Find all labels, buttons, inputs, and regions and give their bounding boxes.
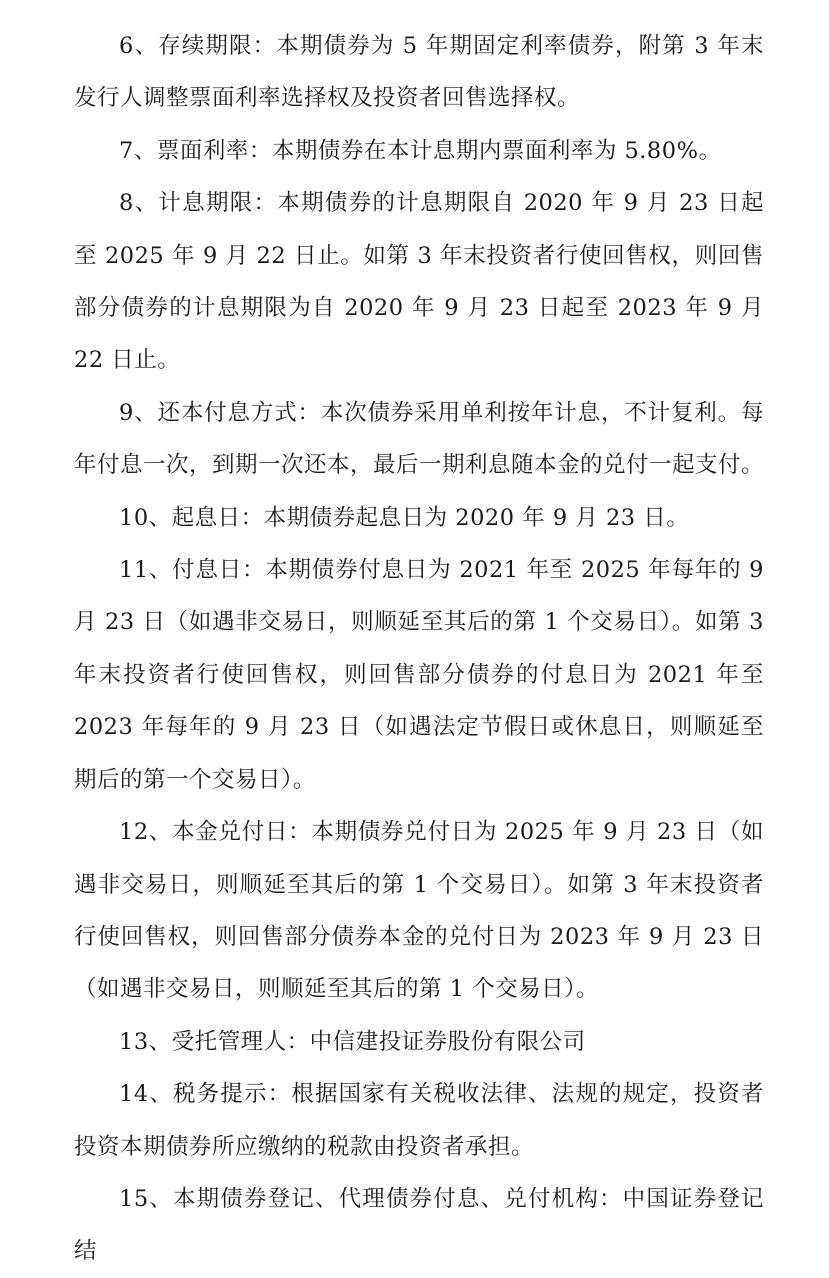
paragraph-item-13-trustee: 13、受托管理人：中信建投证券股份有限公司 (119, 1028, 586, 1055)
paragraph-item-11-interest-payment-date: 11、付息日：本期债券付息日为 2021 年至 2025 年每年的 9 月 23 日（如遇非交易日，则顺延至其后的第 1 个交易日）。如第 3 年末投资者行使回售权，则回售部分债券的付息日为 2021 年至 2023 年每年的 9 月 23 日（如遇法定节假日或休息日，则顺延至期后的第一个交易日）。 (74, 557, 764, 793)
paragraph-item-15-registration-agency: 15、本期债券登记、代理债券付息、兑付机构：中国证券登记结 (74, 1185, 764, 1265)
paragraph-item-9-repayment-method: 9、还本付息方式：本次债券采用单利按年计息，不计复利。每年付息一次，到期一次还本，最后一期利息随本金的兑付一起支付。 (74, 399, 765, 479)
paragraph-item-14-tax-notice: 14、税务提示：根据国家有关税收法律、法规的规定，投资者投资本期债券所应缴纳的税款由投资者承担。 (74, 1081, 764, 1160)
paragraph-item-6-term: 6、存续期限：本期债券为 5 年期固定利率债券，附第 3 年末发行人调整票面利率选择权及投资者回售选择权。 (74, 33, 764, 112)
paragraph-item-7-coupon-rate: 7、票面利率：本期债券在本计息期内票面利率为 5.80%。 (119, 137, 722, 164)
paragraph-item-12-principal-redemption-date: 12、本金兑付日：本期债券兑付日为 2025 年 9 月 23 日（如遇非交易日，则顺延至其后的第 1 个交易日）。如第 3 年末投资者行使回售权，则回售部分债券本金的兑付日为 2023 年 9 月 23 日（如遇非交易日，则顺延至其后的第 1 个交易日）。 (74, 819, 764, 1003)
paragraph-item-10-value-date: 10、起息日：本期债券起息日为 2020 年 9 月 23 日。 (119, 504, 690, 531)
paragraph-item-8-interest-period: 8、计息期限：本期债券的计息期限自 2020 年 9 月 23 日起至 2025 年 9 月 22 日止。如第 3 年末投资者行使回售权，则回售部分债券的计息期限为自 2020 年 9 月 23 日起至 2023 年 9 月 22 日止。 (74, 190, 764, 374)
document-body (74, 20, 764, 1278)
